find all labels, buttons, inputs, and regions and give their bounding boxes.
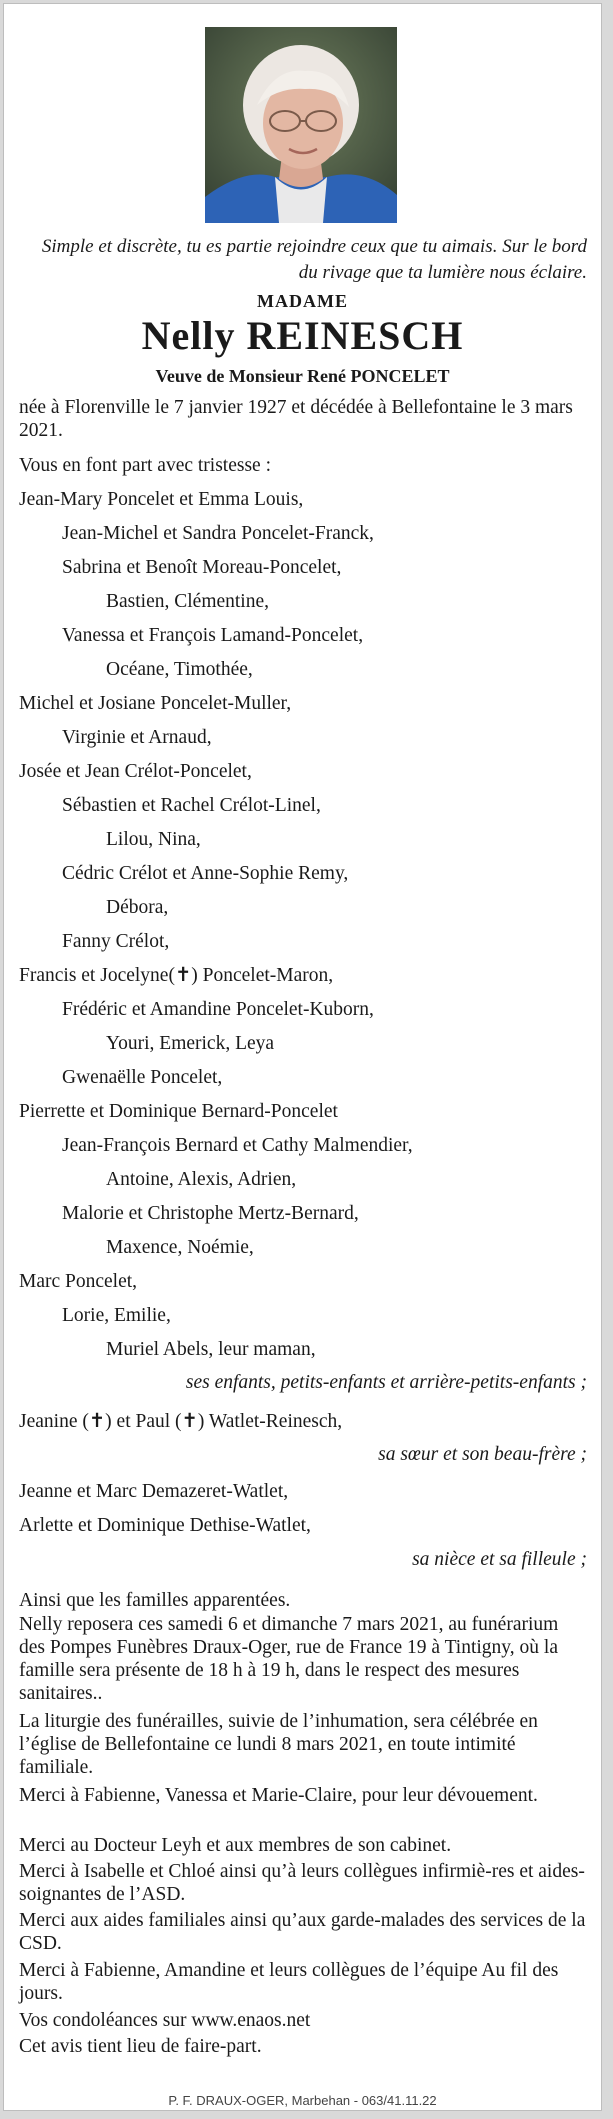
family-line: Michel et Josiane Poncelet-Muller,: [19, 693, 292, 714]
family-line: Malorie et Christophe Mertz-Bernard,: [62, 1203, 359, 1224]
paragraph: Nelly reposera ces samedi 6 et dimanche 7 mars 2021, au funérarium des Pompes Funèbres Draux-Oger, rue de France 19 à Tintigny, où la famille sera présente de 18 h à 19 h, dans le respect des mesures sanitaires..: [19, 1614, 559, 1704]
deceased-name: Nelly REINESCH: [141, 313, 464, 358]
family-line: Lilou, Nina,: [106, 829, 201, 850]
paragraph: Ainsi que les familles apparentées.: [19, 1590, 291, 1611]
family-line: Marc Poncelet,: [19, 1271, 138, 1292]
honorific: MADAME: [257, 291, 348, 311]
condolences-link: Vos condoléances sur www.enaos.net: [19, 2010, 311, 2031]
obituary-notice: [3, 3, 602, 2111]
paragraph: Merci à Fabienne, Amandine et leurs collègues de l’équipe Au fil des jours.: [19, 1960, 559, 2004]
goddaughter-line: Arlette et Dominique Dethise-Watlet,: [19, 1515, 311, 1536]
family-line: Lorie, Emilie,: [62, 1305, 171, 1326]
children-caption: ses enfants, petits-enfants et arrière-petits-enfants ;: [185, 1372, 587, 1393]
family-line: Frédéric et Amandine Poncelet-Kuborn,: [62, 999, 374, 1020]
family-line: Vanessa et François Lamand-Poncelet,: [62, 625, 364, 646]
family-line: Antoine, Alexis, Adrien,: [106, 1169, 297, 1190]
birth-death-line: née à Florenville le 7 janvier 1927 et décédée à Bellefontaine le 3 mars 2021.: [19, 397, 573, 441]
epitaph-quote: Simple et discrète, tu es partie rejoindre ceux que tu aimais. Sur le bord du rivage que ta lumière nous éclaire.: [41, 236, 587, 283]
family-line: Cédric Crélot et Anne-Sophie Remy,: [62, 863, 349, 884]
family-line: Jean-Michel et Sandra Poncelet-Franck,: [62, 523, 374, 544]
paragraph: La liturgie des funérailles, suivie de l’inhumation, sera célébrée en l’église de Bellefontaine ce lundi 8 mars 2021, en toute intimité familiale.: [19, 1711, 538, 1778]
funeral-home-footer: P. F. DRAUX-OGER, Marbehan - 063/41.11.22: [168, 2093, 437, 2108]
paragraph: Merci au Docteur Leyh et aux membres de son cabinet.: [19, 1835, 452, 1856]
niece-caption: sa nièce et sa filleule ;: [412, 1549, 587, 1570]
family-line: Josée et Jean Crélot-Poncelet,: [19, 761, 252, 782]
sister-caption: sa sœur et son beau-frère ;: [378, 1444, 587, 1465]
family-line: Maxence, Noémie,: [106, 1237, 254, 1258]
family-line: Débora,: [106, 897, 169, 918]
family-line: Francis et Jocelyne(✝) Poncelet-Maron,: [19, 965, 334, 986]
paragraph: Cet avis tient lieu de faire-part.: [19, 2036, 262, 2057]
family-line: Océane, Timothée,: [106, 659, 253, 680]
family-line: Virginie et Arnaud,: [62, 727, 212, 748]
widow-line: Veuve de Monsieur René PONCELET: [155, 366, 450, 386]
family-line: Gwenaëlle Poncelet,: [62, 1067, 223, 1088]
paragraph: Merci à Isabelle et Chloé ainsi qu’à leurs collègues infirmiè-res et aides-soignantes de l’ASD.: [19, 1861, 585, 1905]
family-line: Pierrette et Dominique Bernard-Poncelet: [19, 1101, 338, 1122]
family-line: Fanny Crélot,: [62, 931, 170, 952]
niece-line: Jeanne et Marc Demazeret-Watlet,: [19, 1481, 289, 1502]
family-line: Sabrina et Benoît Moreau-Poncelet,: [62, 557, 342, 578]
sister-line: Jeanine (✝) et Paul (✝) Watlet-Reinesch,: [19, 1411, 343, 1432]
intro-line: Vous en font part avec tristesse :: [19, 455, 271, 476]
family-line: Jean-François Bernard et Cathy Malmendier,: [62, 1135, 413, 1156]
family-line: Jean-Mary Poncelet et Emma Louis,: [19, 489, 304, 510]
portrait-photo: [205, 27, 397, 223]
paragraph: Merci à Fabienne, Vanessa et Marie-Claire, pour leur dévouement.: [19, 1785, 538, 1806]
family-line: Youri, Emerick, Leya: [106, 1033, 275, 1054]
family-line: Muriel Abels, leur maman,: [106, 1339, 316, 1360]
family-line: Bastien, Clémentine,: [106, 591, 270, 612]
paragraph: Merci aux aides familiales ainsi qu’aux garde-malades des services de la CSD.: [19, 1910, 586, 1954]
family-line: Sébastien et Rachel Crélot-Linel,: [62, 795, 321, 816]
